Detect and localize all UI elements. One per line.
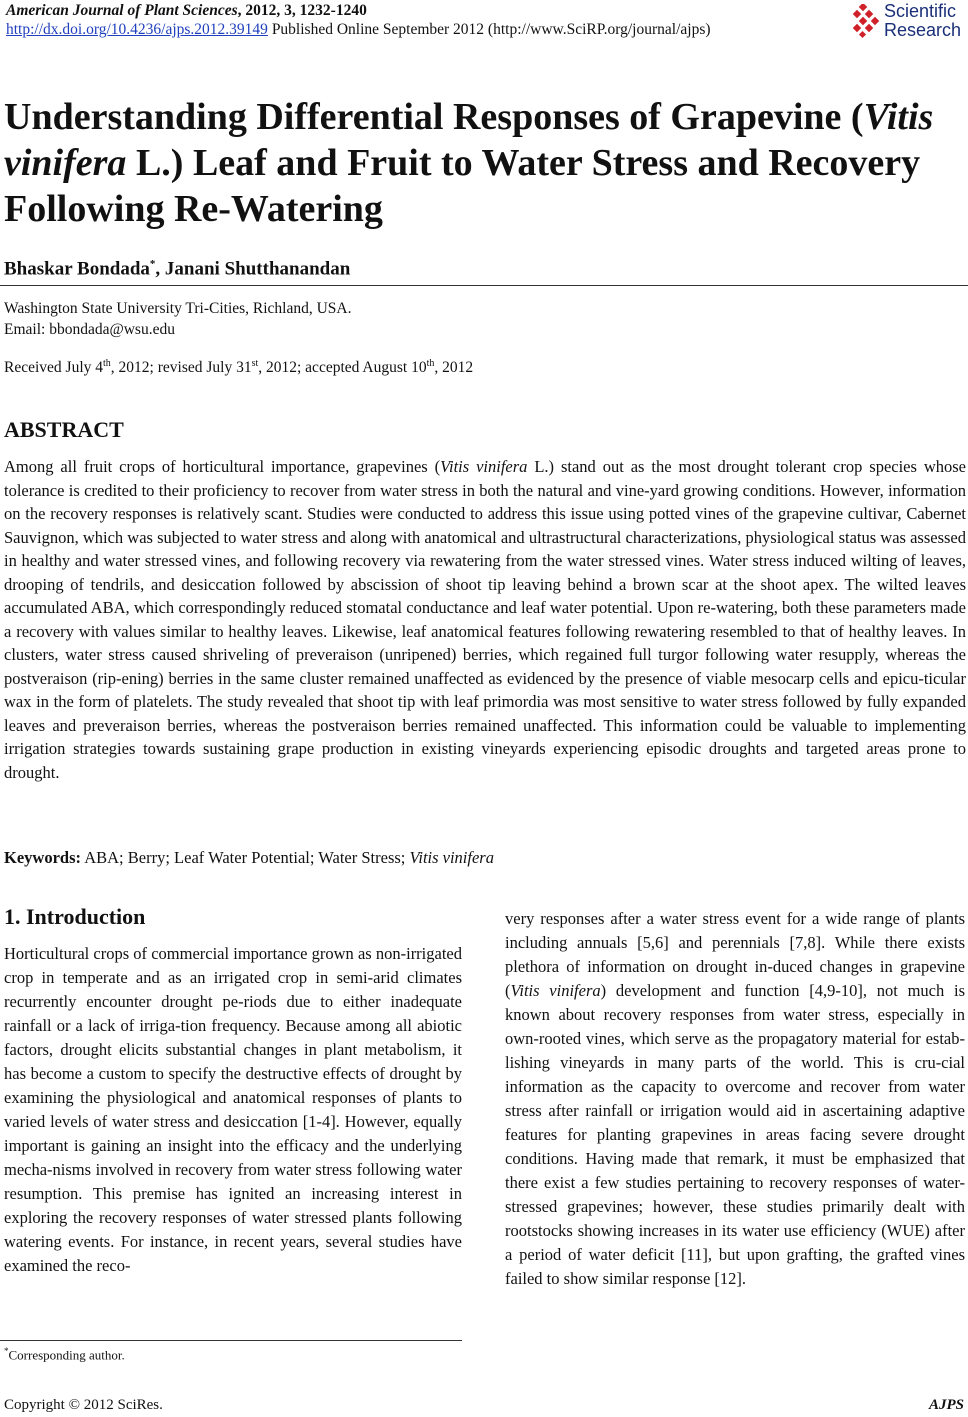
author-divider	[0, 285, 968, 286]
accepted-sup: th	[426, 358, 435, 369]
keywords-line	[4, 848, 494, 868]
keywords-species: Vitis vinifera	[409, 848, 494, 867]
author-list	[4, 258, 350, 280]
intro-right-column	[505, 907, 965, 1291]
abstract-species: Vitis vinifera	[440, 457, 528, 476]
copyright-footer: Copyright © 2012 SciRes.	[4, 1397, 163, 1413]
revised-sup: st	[251, 358, 259, 369]
abstract-heading: ABSTRACT	[4, 417, 124, 442]
published-online-text: Published Online September 2012 (http://www.SciRP.org/journal/ajps)	[267, 21, 711, 38]
footnote-mark: *	[4, 1346, 9, 1356]
intro-left-column: Horticultural crops of commercial importance grown as non-irrigated crop in temperate and as an irrigated crop in semi-arid climates recurrently encounter drought pe-riods due to either inadequate rainfall or a lack of irriga-tion frequency. Because among all abiotic factors, drought elicits substantial changes in plant metabolism, it has become a custom to specify the destructive effects of drought by examining the physiological and anatomical responses of plants to varied levels of water stress and desiccation [1-4]. However, equally important is gaining an insight into the efficacy and the underlying mecha-nisms involved in recovery from water stress following water resumption. This premise has ignited an increasing interest in exploring the recovery responses of water stressed plants following watering events. For instance, in recent years, several studies have examined the reco-	[4, 944, 462, 1275]
journal-header	[6, 2, 367, 20]
introduction-heading: 1. Introduction	[4, 904, 146, 929]
logo-mark-icon	[850, 4, 882, 40]
title-italic-species: Vitis vinifera	[4, 96, 934, 184]
logo-line1: Scientific	[884, 1, 957, 21]
logo-line2: Research	[884, 20, 962, 40]
accepted-text: , 2012; accepted August 10	[258, 359, 427, 377]
keywords-label: Keywords:	[4, 848, 81, 867]
logo-text	[884, 2, 961, 40]
title-part1: Understanding Differential Responses of Grapevine (	[4, 96, 864, 138]
affiliation-email: Email: bbondada@wsu.edu	[4, 321, 175, 338]
abstract-body	[4, 455, 966, 784]
author-1: Bhaskar Bondada	[4, 258, 150, 280]
abstract-text: L.) stand out as the most drought tolerant crop species whose tolerance is credited to their proficiency to recover from water stress in both the natural and vine-yard growing conditions. However, information on the recovery responses is relatively scant. Studies were conducted to address this issue using potted vines of the grapevine cultivar, Cabernet Sauvignon, which was subjected to water stress and along with anatomical and ultrastructural characterizations, physiological status was assessed in healthy and water stressed vines, and following recovery via rewatering from the water stressed vines. Water stress induced wilting of leaves, drooping of tendrils, and desiccation followed by abscission of shoot tip leaving behind a brown scar at the shoot apex. The wilted leaves accumulated ABA, which correspondingly reduced stomatal conductance and leaf water potential. Upon re-watering, both these parameters made a recovery with values similar to healthy leaves. Likewise, leaf anatomical features following rewatering resembled to that of healthy leaves. In clusters, water stress caused shriveling of preveraison (unripened) berries, which regained full turgor following water resupply, whereas the postveraison (rip-ening) berries in the same cluster remained unaffected as evidenced by the presence of viable mesocarp cells and epicu-ticular wax in the form of platelets. The study revealed that shoot tip with leaf primordia was most sensitive to water stress followed by fully expanded leaves and preveraison berries, whereas the postveraison berries remained unaffected. This information could be valuable to implementing irrigation strategies towards sustaining grape production in existing vineyards experiencing episodic droughts and targeted areas prone to drought.	[4, 457, 966, 782]
received-sup: th	[103, 358, 111, 369]
paper-title	[4, 94, 954, 232]
intro-right-text-2: ) development and function [4,9-10], not much is known about recovery responses from water stress, especially in own-rooted vines, which serve as the propagatory material for estab-lishing vineyards in many parts of the world. This is cru-cial information as the capacity to overcome and recover from water stress after rainfall or irrigation would aid in ascertaining adaptive features for planting grapevines in areas facing severe drought conditions. Having made that remark, it must be emphasized that there exist a few studies pertaining to recovery responses of water-stressed grapevines; however, these studies primarily dealt with rootstocks showing increases in its water use efficiency (WUE) after a period of water deficit [11], but upon grafting, the grafted vines failed to show similar response [12].	[505, 981, 965, 1288]
journal-abbrev-footer: AJPS	[928, 1397, 964, 1413]
title-part2: L.) Leaf and Fruit to Water Stress and Recovery Following Re-Watering	[4, 142, 921, 230]
intro-right-text-1: very responses after a water stress event for a wide range of plants including annuals [5,6] and perennials [7,8]. While there exists plethora of information on drought in-duced changes in grapevine (	[505, 909, 965, 1000]
corresponding-mark: *	[149, 258, 156, 270]
affiliation-block	[4, 298, 352, 340]
keywords-list: ABA; Berry; Leaf Water Potential; Water Stress;	[81, 848, 410, 867]
abstract-lead: Among all fruit crops of horticultural importance, grapevines (	[4, 457, 441, 476]
author-2: , Janani Shutthanandan	[155, 258, 351, 280]
header-publication-line	[6, 21, 711, 39]
revised-text: , 2012; revised July 31	[110, 359, 252, 377]
year-text: , 2012	[434, 359, 474, 377]
footnote	[4, 1346, 125, 1363]
doi-link[interactable]: http://dx.doi.org/10.4236/ajps.2012.39149	[6, 21, 268, 38]
scientific-research-logo	[850, 2, 966, 42]
footnote-text: Corresponding author.	[8, 1347, 125, 1363]
received-dates	[4, 358, 473, 377]
affiliation-institution: Washington State University Tri-Cities, Richland, USA.	[4, 300, 352, 317]
journal-volume-pages: , 2012, 3, 1232-1240	[237, 2, 367, 19]
journal-name: American Journal of Plant Sciences	[6, 2, 238, 19]
footnote-divider	[0, 1340, 462, 1341]
intro-right-species: Vitis vinifera	[510, 981, 601, 1000]
received-text: Received July 4	[4, 359, 104, 377]
